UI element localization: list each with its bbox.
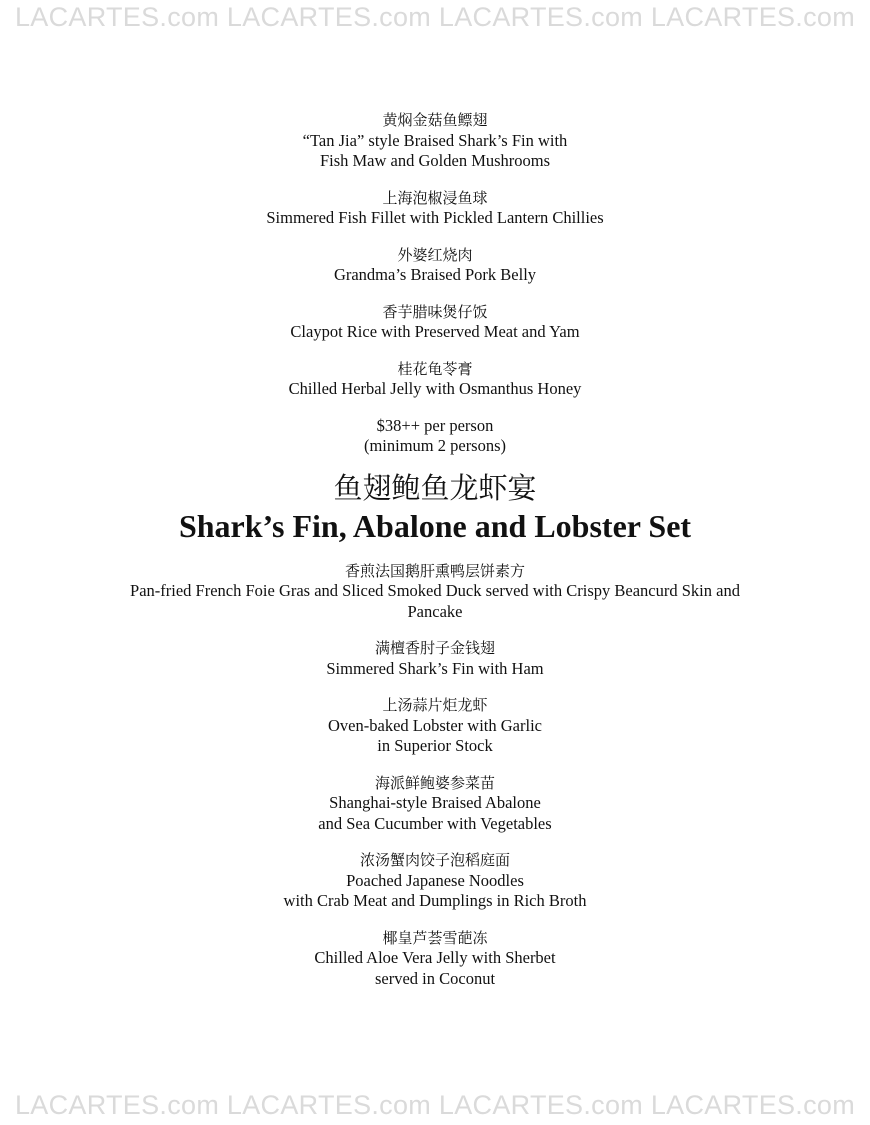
- menu-item: [0, 850, 870, 912]
- dish-name-english: Simmered Shark’s Fin with Ham: [326, 658, 544, 678]
- dish-name-english: Chilled Aloe Vera Jelly with Sherbet: [314, 948, 556, 967]
- dish-name-chinese: 海派鲜鲍婆参菜苗: [374, 773, 495, 792]
- dish-name-english: in Superior Stock: [377, 736, 493, 755]
- menu-item: [0, 695, 870, 757]
- watermark-bottom: LACARTES.com LACARTES.com LACARTES.com LACARTES.com: [14, 1090, 856, 1120]
- dish-name-english: Pan-fried French Foie Gras and Sliced Smoked Duck served with Crispy Beancurd Skin and Pancake: [130, 581, 740, 621]
- set-title-english: Shark’s Fin, Abalone and Lobster Set: [178, 507, 692, 544]
- price-block: [0, 416, 870, 457]
- dish-name-chinese: 香煎法国鹅肝熏鸭层饼素方: [344, 561, 525, 580]
- dish-name-english: and Sea Cucumber with Vegetables: [318, 813, 552, 833]
- dish-name-chinese: 浓汤蟹肉饺子泡稻庭面: [359, 851, 510, 869]
- dish-name-english: Grandma’s Braised Pork Belly: [333, 265, 537, 284]
- dish-name-english: Simmered Fish Fillet with Pickled Lantern Chillies: [266, 208, 604, 227]
- menu-page: [0, 110, 870, 1005]
- menu-item: [0, 302, 870, 343]
- dish-name-english: Fish Maw and Golden Mushrooms: [319, 151, 551, 170]
- menu-item: [0, 188, 870, 229]
- dish-name-chinese: 黄焖金菇鱼鳔翅: [382, 111, 488, 129]
- dish-name-chinese: 上海泡椒浸鱼球: [382, 188, 488, 207]
- menu-item: [0, 245, 870, 286]
- dish-name-chinese: 桂花龟苓膏: [397, 359, 473, 378]
- dish-name-english: Claypot Rice with Preserved Meat and Yam: [290, 322, 580, 341]
- dish-name-chinese: 上汤蒜片炬龙虾: [382, 696, 488, 714]
- menu-item: [0, 110, 870, 172]
- dish-name-chinese: 外婆红烧肉: [397, 245, 473, 264]
- dish-name-chinese: 满檀香肘子金钱翅: [374, 639, 495, 657]
- watermark-top: LACARTES.com LACARTES.com LACARTES.com LACARTES.com: [14, 2, 856, 32]
- dish-name-english: Shanghai-style Braised Abalone: [329, 793, 541, 812]
- menu-item: [0, 638, 870, 679]
- menu-item: [0, 773, 870, 835]
- dish-name-english: served in Coconut: [374, 968, 496, 988]
- dish-name-english: Chilled Herbal Jelly with Osmanthus Honey: [288, 379, 582, 398]
- minimum-persons: (minimum 2 persons): [363, 436, 507, 455]
- dish-name-chinese: 椰皇芦荟雪葩冻: [382, 928, 488, 947]
- dish-name-english: “Tan Jia” style Braised Shark’s Fin with: [302, 130, 568, 150]
- dish-name-english: Oven-baked Lobster with Garlic: [328, 715, 542, 735]
- dish-name-english: Poached Japanese Noodles: [346, 870, 524, 890]
- menu-item: [0, 928, 870, 990]
- dish-name-chinese: 香芋腊味煲仔饭: [382, 302, 488, 321]
- dish-name-english: with Crab Meat and Dumplings in Rich Broth: [283, 891, 587, 910]
- menu-item: [0, 561, 870, 623]
- price-per-person: $38++ per person: [376, 415, 494, 435]
- menu-item: [0, 359, 870, 400]
- set-title-chinese: 鱼翅鲍鱼龙虾宴: [333, 470, 537, 505]
